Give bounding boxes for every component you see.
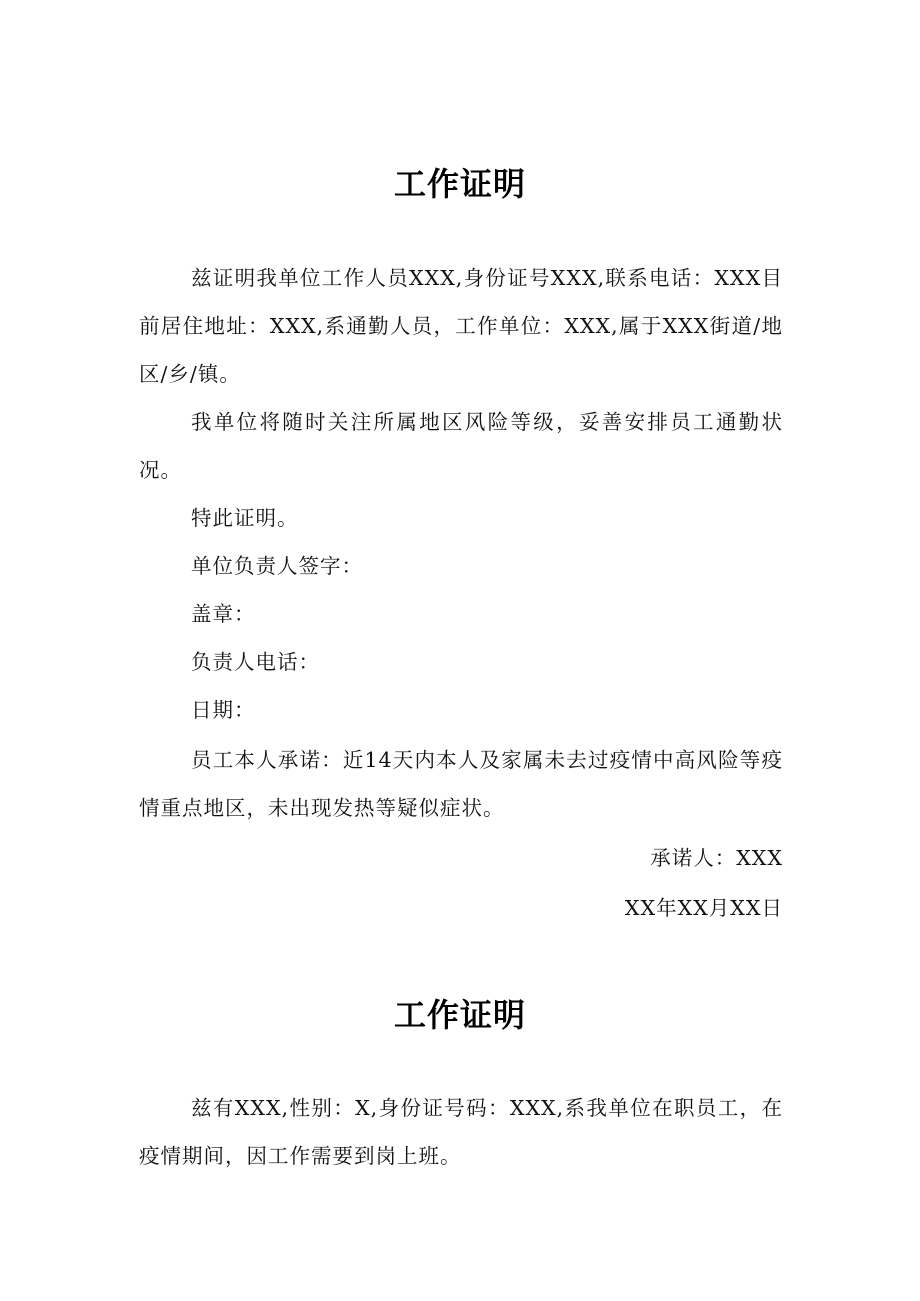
seal-label: 盖章： [191,602,256,626]
certificate-1-paragraph-1: 兹证明我单位工作人员XXX,身份证号XXX,联系电话：XXX目前居住地址：XXX,系通勤人员，工作单位：XXX,属于XXX街道/地区/乡/镇。 [139,266,783,386]
pledge-date: XX年XX月XX日 [624,896,783,920]
supervisor-phone-label: 负责人电话： [191,650,320,674]
certificate-1-paragraph-2: 我单位将随时关注所属地区风险等级，妥善安排员工通勤状况。 [139,410,783,482]
signature-label: 单位负责人签字： [191,554,363,578]
certificate-2-paragraph-1: 兹有XXX,性别：X,身份证号码：XXX,系我单位在职员工，在疫情期间，因工作需要到岗上班。 [139,1096,783,1168]
certificate-title-1: 工作证明 [393,165,526,203]
pledger-name: 承诺人：XXX [650,846,783,870]
employee-pledge: 员工本人承诺：近14天内本人及家属未去过疫情中高风险等疫情重点地区，未出现发热等疑似症状。 [139,748,783,820]
date-label: 日期： [191,698,256,722]
certificate-title-2: 工作证明 [393,996,526,1034]
certificate-1-closing: 特此证明。 [191,506,299,530]
